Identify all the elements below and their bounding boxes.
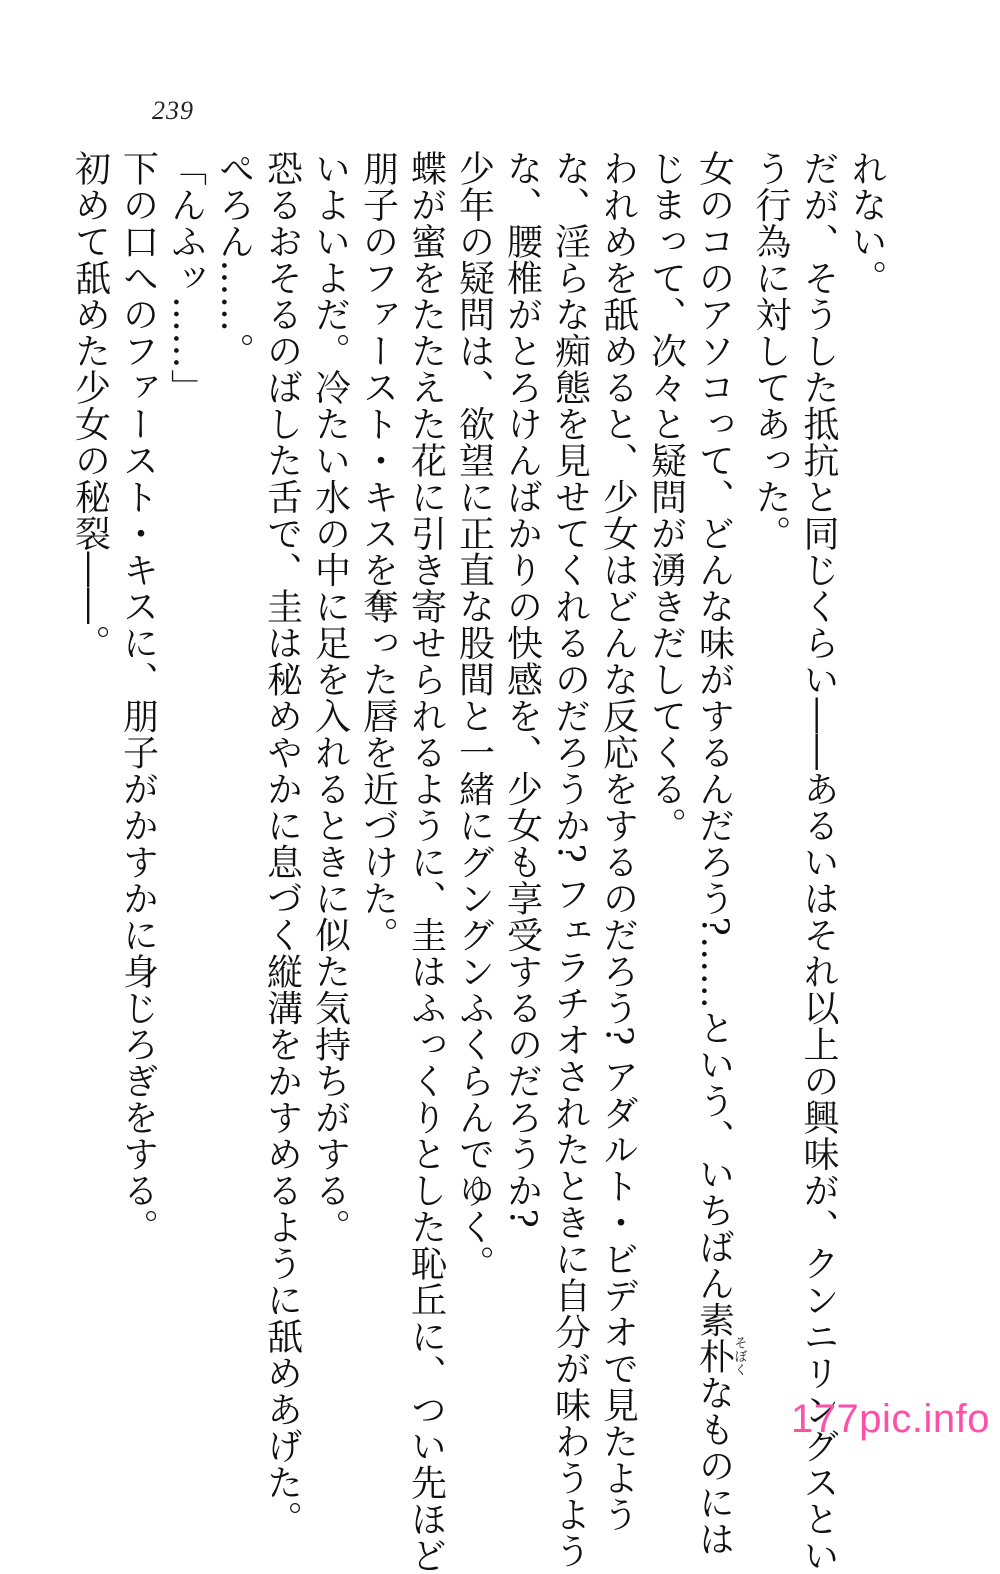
text-line: 初めて舐めた少女の秘裂――。 <box>69 150 111 661</box>
text-line: 恐るおそるのばした舌で、圭は秘めやかに息づく縦溝をかすめるように舐めあげた。 <box>261 150 303 1537</box>
text-line: れない。 <box>846 150 887 296</box>
text-line: う行為に対してあった。 <box>750 150 791 552</box>
text-line: いよいよだ。冷たい水の中に足を入れるときに似た気持ちがする。 <box>309 150 351 1245</box>
text-line: 「んふッ……」 <box>165 150 207 406</box>
text-line: な、腰椎がとろけんばかりの快感を、少女も享受するのだろうか? <box>501 150 543 1229</box>
text-line: な、淫らな痴態を見せてくれるのだろうか? フェラチオされたときに自分が味わうよう <box>549 150 591 1569</box>
text-line: ぺろん……。 <box>213 150 255 369</box>
furigana-reading: そぼく <box>731 1335 747 1377</box>
text-line: 下の口へのファースト・キスに、朋子がかすかに身じろぎをする。 <box>117 150 159 1245</box>
page-number: 239 <box>152 96 194 125</box>
text-line: じまって、次々と疑問が湧きだしてくる。 <box>645 150 687 844</box>
text-line: 女のコのアソコって、どんな味がするんだろう?……という、いちばん素朴そぼくなものには <box>693 150 747 1557</box>
text-line: だが、そうした抵抗と同じくらい――あるいはそれ以上の興味が、クンニリングスとい <box>798 150 839 1574</box>
text-line: 少年の疑問は、欲望に正直な股間と一緒にグングンふくらんでゆく。 <box>453 150 495 1282</box>
text-line: われめを舐めると、少女はどんな反応をするのだろう? アダルト・ビデオで見たよう <box>597 150 639 1533</box>
watermark: 177pic.info <box>791 1397 990 1441</box>
furigana-ruby: 朴そぼく <box>693 1335 747 1377</box>
text-line: 朋子のファースト・キスを奪った唇を近づけた。 <box>357 150 399 953</box>
text-line: 蝶が蜜をたたえた花に引き寄せられるように、圭はふっくりとした恥丘に、つい先ほど <box>405 150 447 1574</box>
